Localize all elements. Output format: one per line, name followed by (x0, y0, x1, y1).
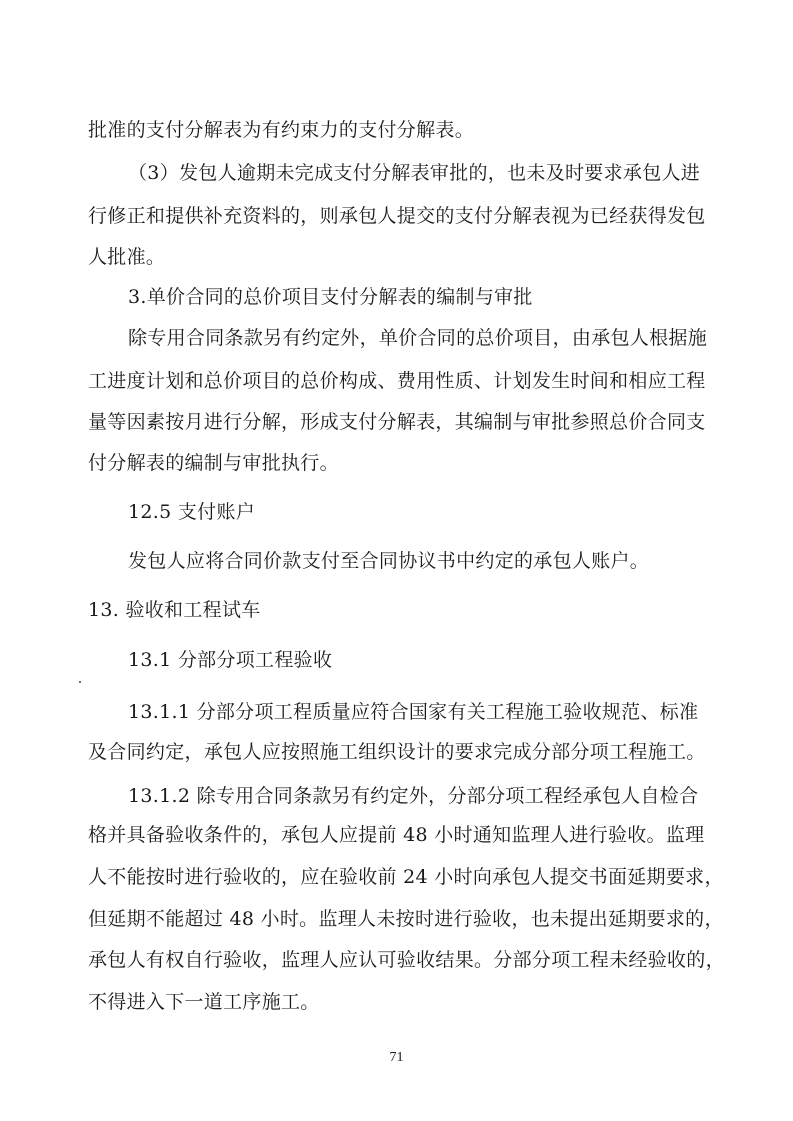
text-line: 量等因素按月进行分解，形成支付分解表，其编制与审批参照总价合同支 (88, 411, 706, 433)
section-heading: 3.单价合同的总价项目支付分解表的编制与审批 (128, 286, 533, 308)
text-line: 批准的支付分解表为有约束力的支付分解表。 (88, 119, 475, 141)
text-line: 格并具备验收条件的，承包人应提前 48 小时通知监理人进行验收。监理 (88, 824, 705, 846)
text-line: 但延期不能超过 48 小时。监理人未按时进行验收，也未提出延期要求的， (88, 908, 724, 930)
section-heading: 13.1 分部分项工程验收 (128, 649, 333, 671)
text-line: 付分解表的编制与审批执行。 (88, 452, 339, 474)
text-line: 人批准。 (88, 246, 166, 268)
text-line: 及合同约定，承包人应按照施工组织设计的要求完成分部分项工程施工。 (88, 741, 706, 763)
page-number: 71 (389, 1050, 404, 1065)
text-line: 发包人应将合同价款支付至合同协议书中约定的承包人账户。 (128, 550, 650, 572)
text-line: （3）发包人逾期未完成支付分解表审批的，也未及时要求承包人进 (128, 162, 701, 184)
text-line: 不得进入下一道工序施工。 (88, 991, 320, 1013)
scan-speck (79, 681, 81, 683)
chapter-heading: 13. 验收和工程试车 (88, 599, 261, 621)
section-heading: 12.5 支付账户 (128, 501, 256, 523)
text-line: 承包人有权自行验收，监理人应认可验收结果。分部分项工程未经验收的， (88, 949, 725, 971)
text-line: 13.1.1 分部分项工程质量应符合国家有关工程施工验收规范、标准 (128, 701, 699, 723)
text-line: 除专用合同条款另有约定外，单价合同的总价项目，由承包人根据施 (128, 327, 708, 349)
text-line: 行修正和提供补充资料的，则承包人提交的支付分解表视为已经获得发包 (88, 205, 706, 227)
text-line: 工进度计划和总价项目的总价构成、费用性质、计划发生时间和相应工程 (88, 370, 706, 392)
text-line: 13.1.2 除专用合同条款另有约定外，分部分项工程经承包人自检合 (128, 785, 699, 807)
text-line: 人不能按时进行验收的，应在验收前 24 小时向承包人提交书面延期要求， (88, 866, 724, 888)
